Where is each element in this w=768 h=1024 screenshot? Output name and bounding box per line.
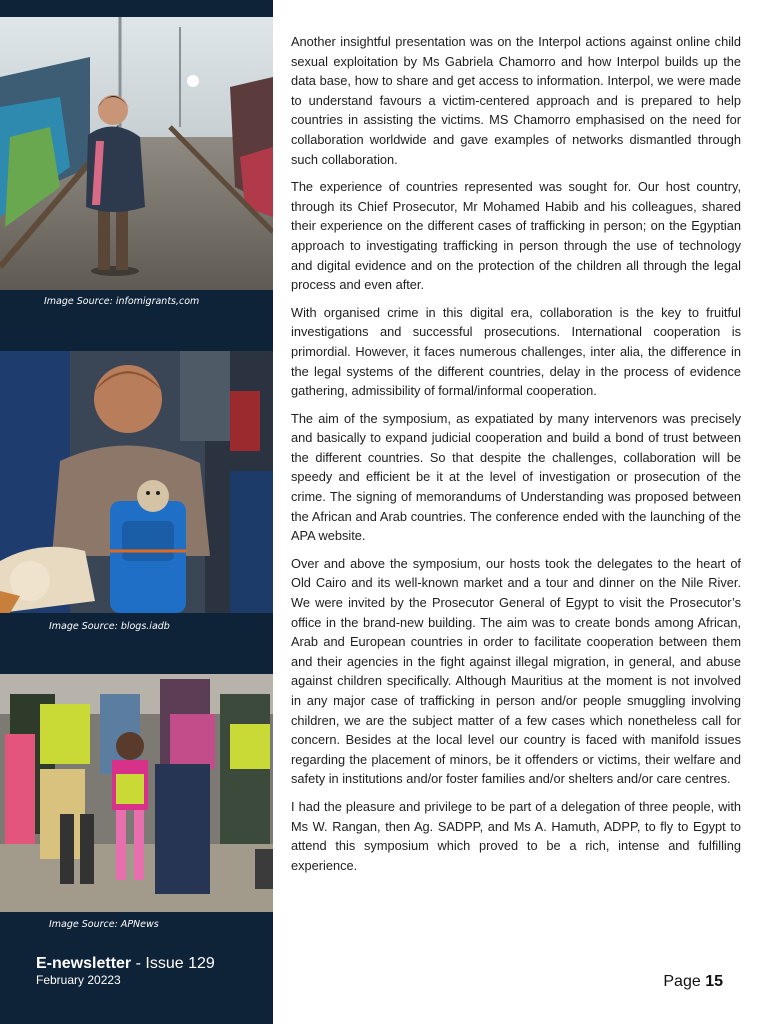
- image-caption: Image Source: APNews: [49, 919, 159, 930]
- issue-line: [36, 954, 215, 973]
- article-paragraph: The experience of countries represented was sought for. Our host country, through its Chief Prosecutor, Mr Mohamed Habib and his colleagues, shared their experience on the different cases of trafficking in person; on the Egyptian approach to investigating trafficking in person through the use of technology and digital evidence and on the protection of the children all through the legal process and even after.: [291, 179, 741, 293]
- article-body: [291, 32, 741, 883]
- sidebar: [0, 0, 273, 1024]
- page-label: Page: [663, 973, 701, 990]
- page-number: [663, 973, 723, 991]
- article-paragraph: Another insightful presentation was on the Interpol actions against online child sexual exploitation by Ms Gabriela Chamorro and how Interpol builds up the data base, how to share and get access to information. Interpol, we were made to understand favours a victim-centered approach and is prepared to help countries in assisting the victims. MS Chamorro emphasised on the need for collaboration worldwide and gave examples of networks dismantled through such collaboration.: [291, 34, 741, 167]
- photo-child-with-backpack: [0, 351, 273, 613]
- image-caption: Image Source: infomigrants,com: [44, 296, 200, 307]
- issue-date: February 20223: [36, 973, 121, 987]
- page-number-value: 15: [705, 973, 723, 990]
- issue-number: Issue 129: [145, 955, 215, 972]
- article-paragraph: The aim of the symposium, as expatiated by many intervenors was precisely and basically to expand judicial cooperation and build a bond of trust between the different countries. So that despite the challenges, collaboration will be speedy and efficient be it at the level of investigation or prosecution of the crime. The signing of memorandums of Understanding was proposed between the African and Arab countries. The conference ended with the launching of the APA website.: [291, 410, 741, 544]
- photo-migrant-crowd: [0, 674, 273, 912]
- article-paragraph: Over and above the symposium, our hosts took the delegates to the heart of Old Cairo and its well-known market and a tour and dinner on the Nile River. We were invited by the Prosecutor General of Egypt to visit the Prosecutor’s office in the brand-new building. The aim was to create bonds among African, Arab and European countries in order to facilitate cooperation between them and their agencies in the fight against illegal migration, in general, and abuse against children specifically. Although Mauritius at the moment is not involved in any major case of trafficking in person and/or people smuggling involving children, we are the subject matter of a few cases which nonetheless call for concern. Besides at the local level our country is faced with manifold issues regarding the placement of minors, be it offenders or victims, their welfare and safety in institutions and/or foster families and/or shelters and/or care centres.: [291, 555, 741, 787]
- article-paragraph: With organised crime in this digital era, collaboration is the key to fruitful investigations and successful prosecutions. International cooperation is primordial. However, it faces numerous challenges, inter alia, the difference in the legal systems of the different countries, delay in the process of evidence gathering, admissibility of formal/informal cooperation.: [291, 304, 741, 399]
- publication-name: E-newsletter: [36, 955, 132, 972]
- issue-separator: -: [135, 955, 141, 972]
- image-caption: Image Source: blogs.iadb: [49, 621, 170, 632]
- photo-child-on-tracks: [0, 17, 273, 290]
- article-paragraph: I had the pleasure and privilege to be part of a delegation of three people, with Ms W. Rangan, then Ag. SADPP, and Ms A. Hamuth, ADPP, to fly to Egypt to attend this symposium which proved to be a rich, intense and fulfilling experience.: [291, 798, 741, 873]
- newsletter-footer: [36, 954, 215, 988]
